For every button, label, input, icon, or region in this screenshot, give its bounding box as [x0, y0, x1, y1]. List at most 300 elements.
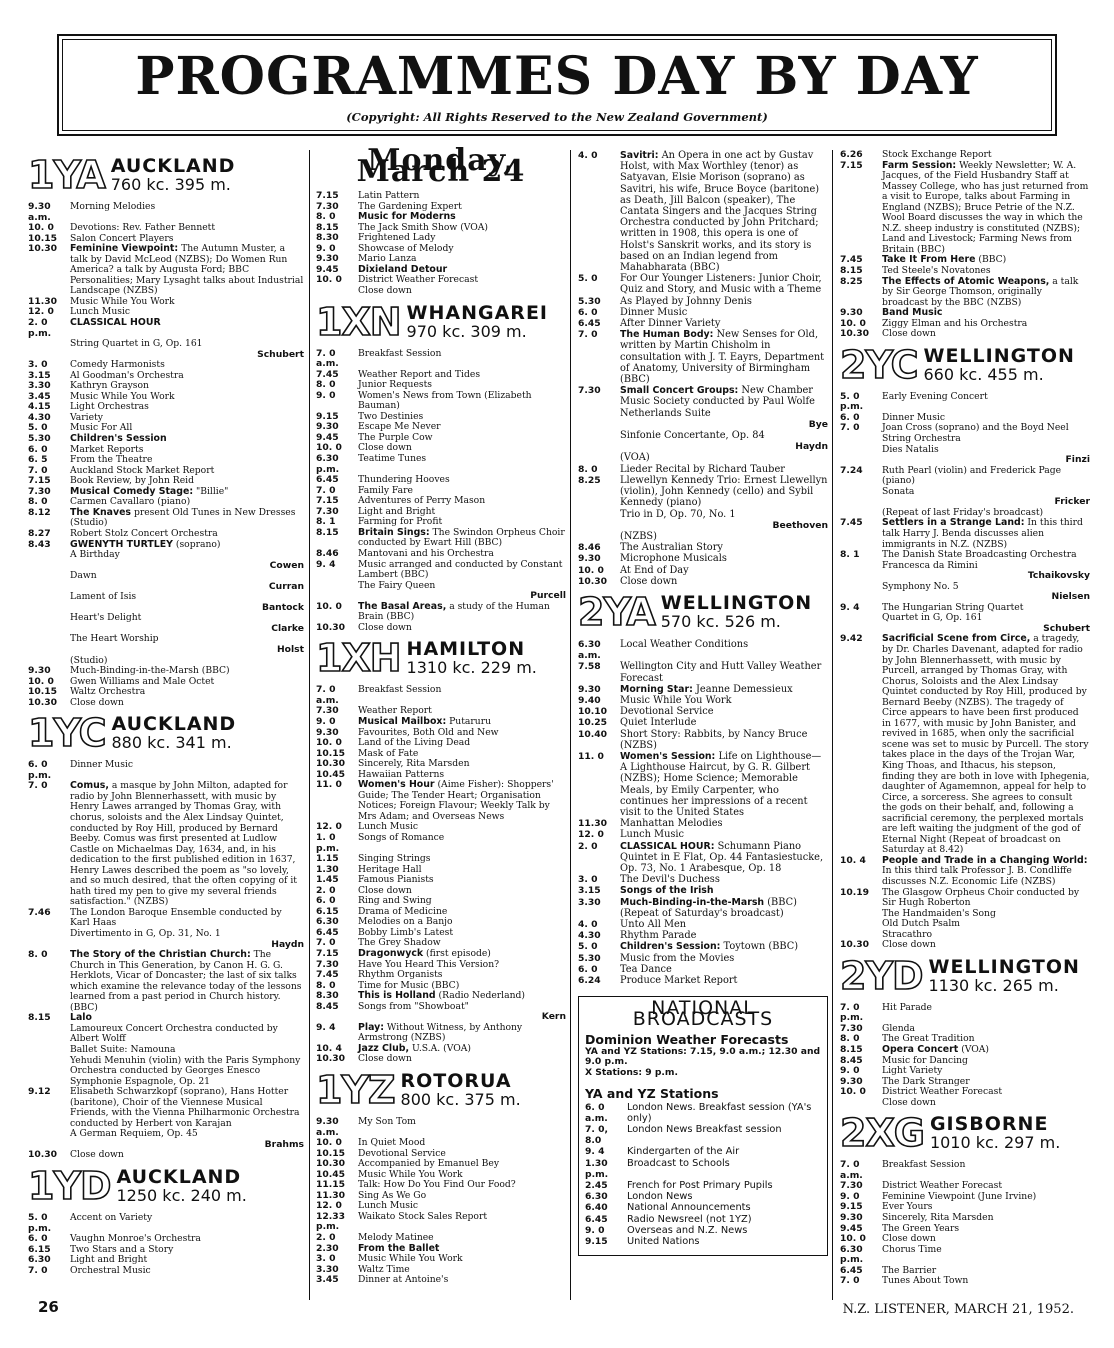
programme-time: 7.30 [28, 485, 51, 497]
programme-time: 10.45 [316, 768, 346, 780]
programme-entry [28, 760, 304, 781]
programme-entry [28, 634, 304, 655]
programme-entry [578, 885, 828, 896]
programme-description [620, 296, 828, 307]
programme-time: 8.30 [316, 232, 339, 244]
column-rule [309, 150, 310, 1300]
programme-entry [840, 909, 1090, 920]
programme-description [70, 929, 304, 950]
programme-entry [585, 1236, 821, 1247]
programme-entry [316, 443, 566, 454]
programme-time: 9.40 [578, 694, 601, 706]
programme-entry [578, 751, 828, 818]
programme-text: Variety [70, 411, 103, 423]
programme-time: 7.15 [316, 190, 339, 202]
programme-text: The Swindon Orpheus Choir conducted by Ewart Hill (BBC) [358, 526, 565, 549]
programme-text: The Handmaiden's Song [882, 907, 996, 919]
station-name: WELLINGTON [928, 955, 1080, 978]
programme-time: 7.30 [316, 705, 339, 717]
programme-text: Light and Bright [70, 1254, 148, 1266]
footer-citation: N.Z. LISTENER, MARCH 21, 1952. [842, 1302, 1074, 1317]
programme-time: 10.30 [316, 758, 346, 770]
programme-text: National Announcements [627, 1202, 751, 1214]
station-schedule [316, 1117, 566, 1286]
programme-text: Breakfast Session [882, 1159, 966, 1171]
programme-entry [585, 1124, 821, 1146]
programme-text: New Chamber Music Society conducted by Paul Wolfe [620, 385, 815, 408]
station-block [28, 1164, 304, 1276]
programme-entry [316, 412, 566, 423]
programme-text: London News [627, 1191, 693, 1203]
programme-highlight: Opera Concert [882, 1044, 959, 1056]
programme-description [882, 445, 1090, 466]
programme-time: 9.30 a.m. [316, 1116, 339, 1138]
programme-highlight: Settlers in a Strange Land: [882, 517, 1025, 529]
programme-highlight: Comus, [70, 780, 109, 792]
programme-text: Salon Concert Players [70, 232, 174, 244]
programme-entry [28, 550, 304, 571]
programme-time: 10.45 [316, 1168, 346, 1180]
station-frequency: 760 kc. 395 m. [110, 175, 231, 194]
programme-time: 9. 0 [316, 715, 336, 727]
programme-highlight: GWENYTH TURTLEY [70, 538, 173, 550]
programme-text: Close down [358, 442, 412, 454]
programme-entry [840, 634, 1090, 855]
programme-entry [840, 445, 1090, 466]
programme-text: A German Requiem, Op. 45 [70, 1128, 198, 1140]
programme-entry [578, 542, 828, 553]
programme-time: 8.30 [316, 990, 339, 1002]
programme-text: Local Weather Conditions [620, 638, 749, 650]
programme-text: Have You Heard This Version? [358, 958, 500, 970]
programme-time: 3. 0 [578, 874, 598, 886]
programme-text: Broadcast to Schools [627, 1157, 730, 1169]
programme-entry [578, 150, 828, 273]
programme-time: 10.25 [578, 717, 608, 729]
programme-entry [578, 296, 828, 307]
station-logo [316, 636, 401, 681]
programme-text: Close down [70, 696, 124, 708]
station-header [28, 711, 304, 756]
programme-text: The Danish State Broadcasting Orchestra [882, 549, 1077, 561]
programme-time: 10. 0 [316, 1137, 342, 1149]
programme-time: 8.15 [28, 1012, 51, 1024]
programme-text: Close down [882, 328, 936, 340]
programme-description [627, 1236, 821, 1247]
programme-time: 9.30 [578, 553, 601, 565]
programme-description [358, 286, 566, 297]
programme-text: Toytown (BBC) [723, 941, 799, 953]
programme-text: Light Orchestras [70, 401, 149, 413]
programme-entry [28, 1087, 304, 1129]
programme-description [620, 695, 828, 706]
programme-description [620, 706, 828, 717]
programme-time: 8.45 [316, 1000, 339, 1012]
programme-time: 9. 0 [840, 1190, 860, 1202]
programme-text: Talk: How Do You Find Our Food? [358, 1179, 516, 1191]
programme-description [358, 1275, 566, 1286]
weather-forecasts-title: Dominion Weather Forecasts [585, 1031, 789, 1047]
programme-time: 8.15 [840, 265, 863, 277]
programme-time [840, 1098, 882, 1109]
programme-time [28, 929, 70, 950]
programme-time: 9.15 [840, 1201, 863, 1213]
programme-description [70, 1024, 304, 1045]
programme-text: Drama of Medicine [358, 905, 448, 917]
programme-text: As Played by Johnny Denis [620, 295, 752, 307]
programme-text: Netherlands Suite [620, 407, 711, 419]
programme-entry [840, 919, 1090, 930]
station-schedule [578, 639, 828, 986]
programme-description [358, 780, 566, 822]
programme-time: 10.15 [316, 747, 346, 759]
programme-time: 10.19 [840, 886, 870, 898]
programme-time [28, 339, 70, 360]
station-name: AUCKLAND [116, 1166, 242, 1189]
programme-entry [316, 833, 566, 854]
programme-text: The Purple Cow [358, 431, 433, 443]
programme-entry [28, 318, 304, 339]
programme-text: Ever Yours [882, 1201, 933, 1213]
station-block [316, 636, 566, 1065]
programme-entry [316, 780, 566, 822]
programme-text: Ring and Swing [358, 895, 432, 907]
programme-time: 8. 1 [840, 549, 860, 561]
programme-text: Glenda [882, 1022, 915, 1034]
programme-description [620, 751, 828, 818]
programme-entry [28, 781, 304, 908]
programme-time: 8.27 [28, 527, 51, 539]
programme-time: 7. 0, 8.0 [585, 1123, 608, 1147]
programme-text: Dinner Music [70, 759, 134, 771]
programme-highlight: This is Holland [358, 990, 436, 1002]
programme-entry [840, 1276, 1090, 1287]
programme-highlight: Much-Binding-in-the-Marsh [620, 896, 765, 908]
programme-highlight: Savitri: [620, 150, 659, 161]
station-name: GISBORNE [929, 1113, 1049, 1136]
programme-entry [316, 454, 566, 475]
programme-entry [578, 576, 828, 587]
programme-description [627, 1158, 821, 1180]
programme-entry [840, 940, 1090, 951]
programme-description [70, 781, 304, 908]
programme-time: 10.30 [28, 1149, 58, 1161]
column-2-continuation [316, 191, 566, 296]
station-logo [578, 589, 655, 634]
programme-time: 6.15 [28, 1243, 51, 1255]
programme-time [578, 408, 620, 430]
programme-text: District Weather Forecast [358, 274, 479, 286]
programme-description [882, 940, 1090, 951]
programme-time [578, 430, 620, 452]
station-callsign: 1XH [316, 636, 401, 681]
weather-line: X Stations: 9 p.m. [585, 1066, 678, 1078]
programme-text: Close down [358, 884, 412, 896]
programme-description [620, 930, 828, 941]
programme-entry [585, 1214, 821, 1225]
column-3 [578, 150, 828, 1256]
programme-description [70, 339, 304, 360]
station-callsign: 1XN [316, 299, 401, 344]
programme-description [882, 561, 1090, 582]
programme-entry [316, 1212, 566, 1233]
programme-time [28, 1024, 70, 1045]
programme-time: 7. 0 [28, 1264, 48, 1276]
programme-description [358, 1117, 566, 1138]
programme-text: In this third talk Harry J. Benda discusses alien immigrants in N.Z. (NZBS) [882, 517, 1083, 550]
programme-text: Lunch Music [358, 1200, 419, 1212]
station-schedule [840, 1160, 1090, 1287]
programme-text: Teatime Tunes [358, 453, 427, 465]
programme-entry [316, 1044, 566, 1055]
programme-time: 8. 1 [316, 516, 336, 528]
programme-time [28, 550, 70, 571]
programme-text: Ziggy Elman and his Orchestra [882, 317, 1028, 329]
programme-description [620, 430, 828, 452]
programme-entry [28, 244, 304, 297]
programme-description [882, 277, 1090, 309]
station-callsign: 1YZ [316, 1068, 395, 1113]
programme-text: a study of the Human Brain (BBC) [358, 600, 550, 623]
programme-entry [840, 518, 1090, 550]
programme-text: Frightened Lady [358, 232, 436, 244]
station-block [578, 589, 828, 987]
programme-time: 8.43 [28, 538, 51, 550]
programme-entry [578, 531, 828, 542]
programme-time: 8.15 [316, 526, 339, 538]
programme-text: The Glasgow Orpheus Choir conducted by Sir Hugh Roberton [882, 886, 1080, 909]
programme-time: 7. 0 [28, 464, 48, 476]
programme-description [882, 487, 1090, 508]
programme-entry [316, 1117, 566, 1138]
programme-text: Lieder Recital by Richard Tauber [620, 463, 785, 475]
station-callsign: 2YA [578, 589, 655, 634]
station-schedule [840, 392, 1090, 951]
programme-time: 6.45 [316, 926, 339, 938]
programme-time [840, 487, 882, 508]
programme-highlight: Children's Session [70, 433, 167, 445]
programme-text: Breakfast Session [358, 347, 442, 359]
programme-time: 7.15 [316, 495, 339, 507]
programme-text: Ted Steele's Novatones [882, 265, 991, 277]
programme-entry [585, 1191, 821, 1202]
programme-entry [28, 571, 304, 592]
programme-time: 11. 0 [316, 779, 342, 791]
programme-text: (NZBS) [620, 530, 657, 542]
programme-text: String Quartet in G, Op. 161 [70, 338, 203, 350]
programme-text: The Great Tradition [882, 1033, 975, 1045]
programme-time: 10.30 [316, 1158, 346, 1170]
programme-time: 7.30 [840, 1022, 863, 1034]
programme-text: Llewellyn Kennedy Trio: Ernest Llewellyn (violin), John Kennedy (cello) and Sybil Kennedy (piano) [620, 474, 828, 509]
programme-highlight: Morning Star: [620, 683, 693, 695]
programme-time: 7.30 [578, 385, 601, 397]
programme-time: 6.30 p.m. [840, 1243, 864, 1266]
programme-text: Close down [358, 621, 412, 633]
programme-text: Junior Requests [358, 379, 433, 391]
programme-description [627, 1124, 821, 1146]
programme-time: 6.45 [585, 1213, 608, 1225]
programme-entry [840, 487, 1090, 508]
station-schedule [28, 202, 304, 708]
station-info [930, 1114, 1060, 1152]
programme-description [358, 1054, 566, 1065]
programme-description [620, 729, 828, 751]
programme-time: 10.30 [28, 243, 58, 255]
programme-description [70, 950, 304, 1013]
programme-time: 11.15 [316, 1179, 346, 1191]
station-header [28, 153, 304, 197]
programme-text: Breakfast Session [358, 684, 442, 696]
programme-text: For Our Younger Listeners: Junior Choir, Quiz and Story, and Music with a Theme [620, 273, 822, 296]
programme-time: 10.10 [578, 706, 608, 718]
programme-text: Music While You Work [70, 295, 175, 307]
programme-text: Dinner Music [882, 411, 946, 423]
programme-highlight: Women's Hour [358, 779, 435, 791]
programme-entry [316, 1002, 566, 1023]
programme-entry [28, 508, 304, 529]
programme-description [358, 528, 566, 549]
station-frequency: 660 kc. 455 m. [923, 364, 1044, 384]
programme-text: Close down [70, 1149, 124, 1161]
programme-text: Robert Stolz Concert Orchestra [70, 527, 218, 539]
programme-time: 6. 5 [28, 454, 48, 466]
programme-text: An Opera in one act by Gustav Holst, with Max Worthley (tenor) as Satyavan, Elsie Morison (soprano) as Savitri, his wife, Bruce Boyce (baritone) as Death, Jill Balcon (speaker), The Cantata Singers and the Jacques String Orchestra conducted by John Pritchard; written in 1908, this opera is one of Holst's Sanskrit works, and its story is based on an Indian legend from Mahabharata (BBC) [620, 150, 820, 274]
programme-time: 10.15 [316, 1147, 346, 1159]
programme-entry [28, 950, 304, 1013]
programme-text: (Studio) [70, 654, 108, 666]
programme-entry [585, 1102, 821, 1124]
programme-text: U.S.A. (VOA) [411, 1042, 471, 1054]
programme-time: 3.15 [578, 885, 601, 897]
programme-time: 12. 0 [28, 306, 54, 318]
programme-text: Orchestral Music [70, 1264, 151, 1276]
programme-text: Yehudi Menuhin (violin) with the Paris Symphony Orchestra conducted by Georges Enesco [70, 1054, 301, 1077]
programme-highlight: The Knaves [70, 506, 132, 518]
programme-text: Light and Bright [358, 505, 436, 517]
programme-text: Joan Cross (soprano) and the Boyd Neel String Orchestra [882, 422, 1069, 445]
programme-highlight: CLASSICAL HOUR: [620, 840, 715, 852]
programme-entry [840, 1192, 1090, 1203]
programme-entry [840, 856, 1090, 888]
station-name: AUCKLAND [110, 155, 236, 177]
programme-entry [578, 639, 828, 661]
programme-time: 10. 4 [840, 854, 866, 866]
programme-entry [840, 582, 1090, 603]
programme-time: 7. 0 [28, 780, 48, 792]
programme-description [620, 150, 828, 273]
programme-entry [578, 385, 828, 407]
programme-highlight: The Basal Areas, [358, 600, 447, 612]
programme-composer: Clarke [271, 622, 304, 634]
programme-description [882, 329, 1090, 340]
programme-time [28, 1045, 70, 1056]
programme-text: The Fairy Queen [358, 579, 436, 591]
programme-time: 9.45 [840, 1222, 863, 1234]
station-block [28, 153, 304, 708]
programme-time: 3. 0 [316, 1253, 336, 1265]
stations-title: YA and YZ Stations [585, 1086, 719, 1102]
programme-description [358, 581, 566, 602]
programme-description [70, 760, 304, 781]
programme-entry [28, 1129, 304, 1150]
programme-time: 9.45 [316, 431, 339, 443]
programme-time: 9.12 [28, 1086, 51, 1098]
programme-text: (Radio Nederland) [438, 990, 525, 1002]
programme-description [70, 244, 304, 297]
programme-description [70, 1087, 304, 1129]
programme-text: Music While You Work [70, 390, 175, 402]
programme-text: Waikato Stock Sales Report [358, 1210, 488, 1222]
programme-text: Without Witness, by Anthony Armstrong (NZBS) [358, 1021, 523, 1044]
programme-highlight: CLASSICAL HOUR [70, 317, 161, 329]
programme-time [578, 452, 620, 463]
programme-time: 11. 0 [578, 750, 604, 762]
programme-entry [578, 964, 828, 975]
programme-time: 7.45 [840, 254, 863, 266]
station-info [661, 593, 812, 631]
programme-text: New Senses for Old, written by Martin Chisholm in consultation with J. T. Eayrs, Department of Anatomy, University of Birmingham (BBC) [620, 329, 825, 386]
programme-time: 8.46 [316, 547, 339, 559]
day-heading: Monday, March 24 [356, 143, 526, 189]
programme-entry [840, 423, 1090, 444]
programme-description [70, 571, 304, 592]
programme-description [620, 684, 828, 695]
programme-time [578, 531, 620, 542]
programme-time: 11.30 [28, 295, 58, 307]
programme-text: The Grey Shadow [358, 937, 441, 949]
programme-entry [28, 1056, 304, 1077]
programme-entry [316, 1054, 566, 1065]
programme-text: Francesca da Rimini [882, 559, 978, 571]
programme-time: 9. 0 [316, 242, 336, 254]
programme-description [620, 874, 828, 885]
programme-text: The Gardening Expert [358, 200, 462, 212]
station-block [840, 953, 1090, 1108]
programme-description [620, 565, 828, 576]
programme-entry [578, 919, 828, 930]
station-callsign: 2XG [840, 1111, 924, 1156]
programme-text: Close down [882, 939, 936, 951]
programme-time: 8.46 [578, 542, 601, 554]
station-header [840, 342, 1090, 387]
programme-entry [28, 1024, 304, 1045]
programme-text: Life on Lighthouse—A Lighthouse Haircut, by G. R. Gilbert (NZBS); Home Science; Memorable Meals, by Emily Carpenter, who continues her impressions of a recent visit to the United States [620, 750, 822, 818]
programme-text: Sonata [882, 485, 915, 497]
station-frequency: 800 kc. 375 m. [400, 1090, 521, 1110]
programme-entry [840, 392, 1090, 413]
programme-entry [28, 613, 304, 634]
programme-time: 6. 0 [316, 895, 336, 907]
programme-time: 1.30 [316, 863, 339, 875]
column-rule [570, 150, 571, 1300]
programme-text: (Repeat of last Friday's broadcast) [882, 506, 1044, 518]
station-logo [28, 1164, 111, 1209]
programme-text: present Old Tunes in New Dresses (Studio) [70, 506, 296, 529]
programme-text: Music for Dancing [882, 1054, 968, 1066]
programme-description [70, 1056, 304, 1077]
column-4 [840, 150, 1090, 1287]
station-callsign: 2YD [840, 953, 923, 998]
programme-entry [316, 1023, 566, 1044]
programme-entry [578, 452, 828, 463]
programme-text: Manhattan Melodies [620, 818, 723, 830]
programme-entry [578, 565, 828, 576]
programme-text: From the Theatre [70, 454, 153, 466]
programme-text: Radio Newsreel (not 1YZ) [627, 1213, 752, 1225]
programme-text: The Heart Worship [70, 633, 159, 645]
station-frequency: 570 kc. 526 m. [660, 611, 781, 631]
